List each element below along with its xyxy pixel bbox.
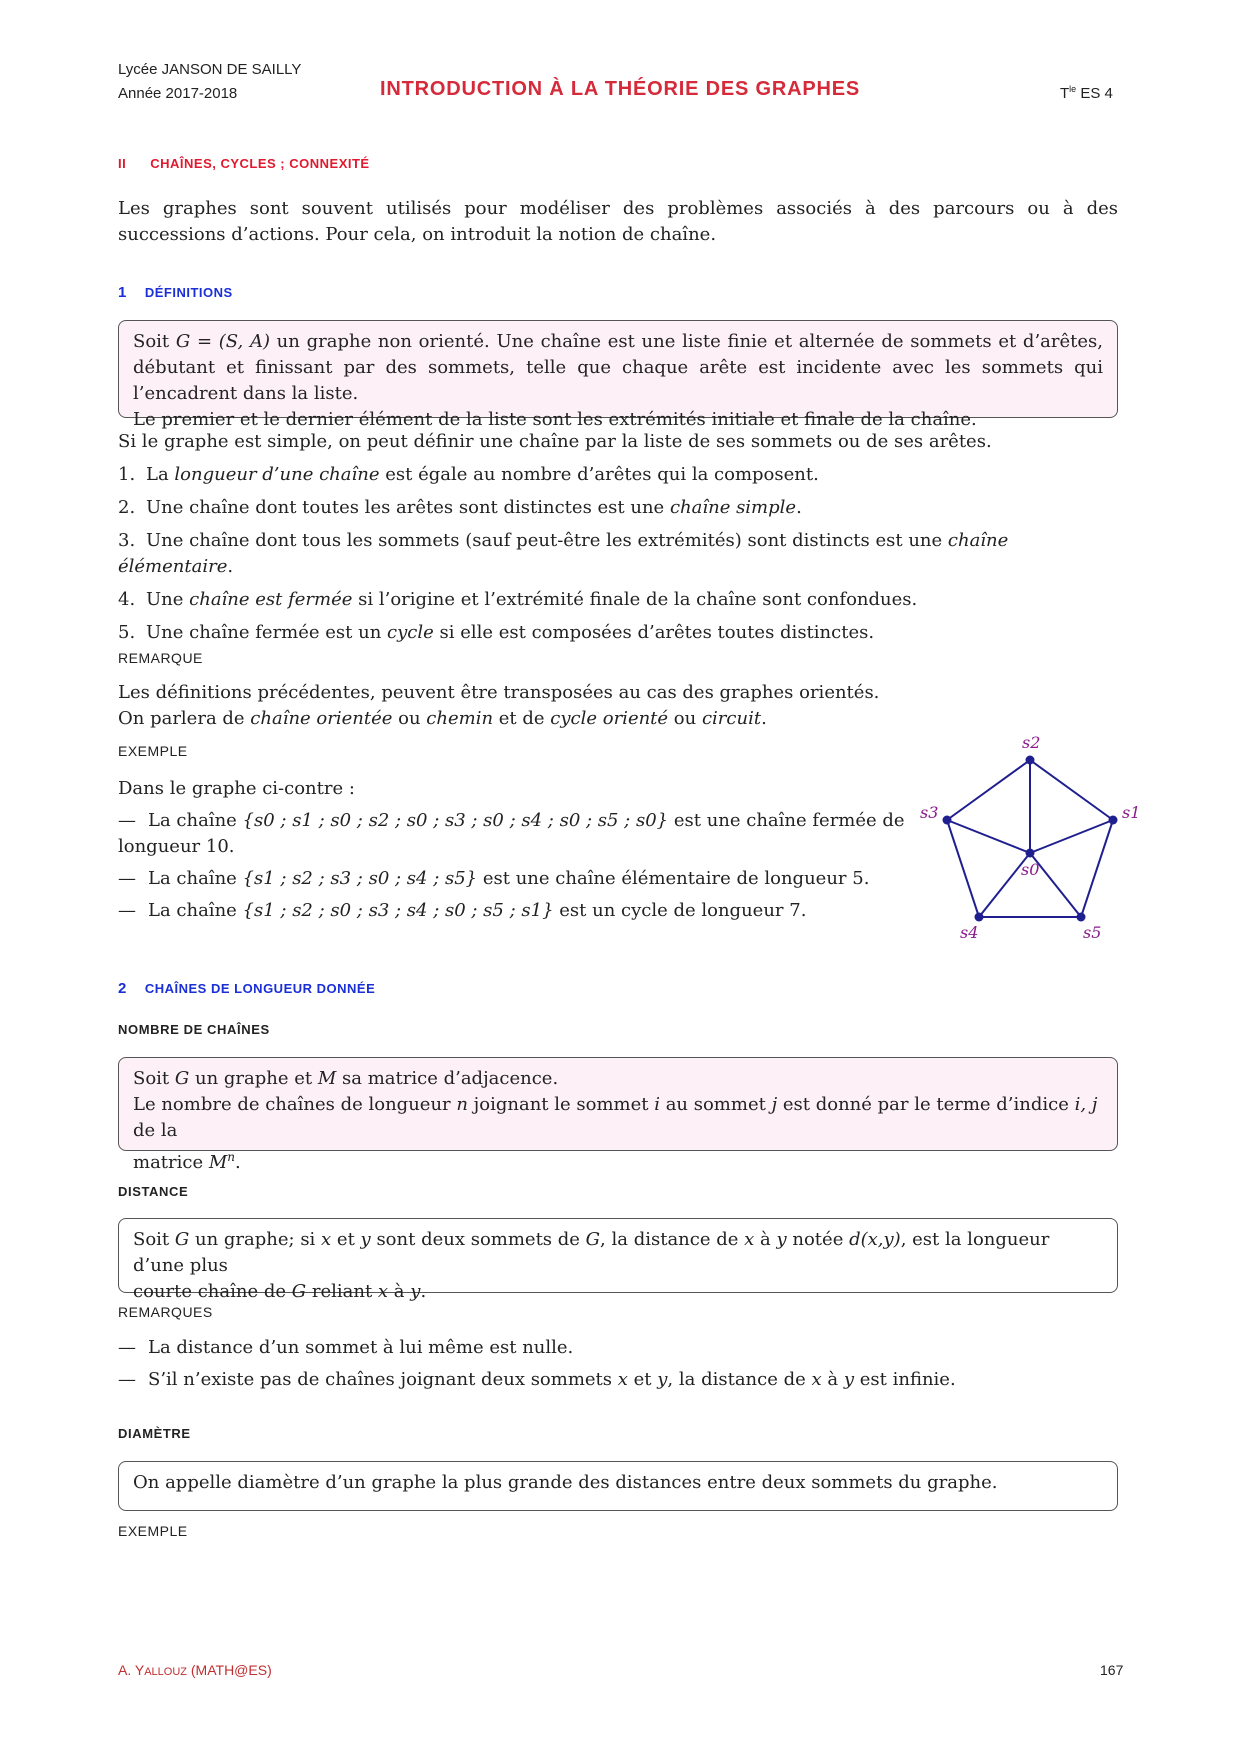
- diametre-label: DIAMÈTRE: [118, 1426, 191, 1441]
- definition-line2: Le premier et le dernier élément de la liste sont les extrémités initiale et finale de la chaîne.: [133, 409, 977, 430]
- list-item: 4. Une chaîne est fermée si l’origine et l’extrémité finale de la chaîne sont confondues.: [118, 589, 918, 610]
- edge-s4-s3: [947, 820, 979, 917]
- page-number: 167: [1100, 1662, 1124, 1678]
- simple-graph-note: Si le graphe est simple, on peut définir une chaîne par la liste de ses sommets ou de ses arêtes.: [118, 431, 992, 452]
- edge-s1-s5: [1081, 820, 1113, 917]
- definition-text: Soit G = (S, A) un graphe non orienté. Une chaîne est une liste finie et alternée de sommets et d’arêtes, débutant et finissant par des sommets, telle que chaque arête est incidente avec les sommets qui l’encadrent dans la liste.: [133, 331, 1103, 404]
- list-item: 3. Une chaîne dont tous les sommets (sauf peut-être les extrémités) sont distincts est une chaîne élémentaire.: [118, 530, 1009, 577]
- nombre-box: Soit G un graphe et M sa matrice d’adjacence. Le nombre de chaînes de longueur n joignant le sommet i au sommet j est donné par le terme d’indice i, j de la matrice $M^n$.: [118, 1057, 1118, 1151]
- edge-s3-s2: [947, 760, 1030, 820]
- node-s4: [975, 913, 984, 922]
- class-name: $T^{le}$ ES 4: [1060, 84, 1113, 102]
- list-item: 1. La longueur d’une chaîne est égale au nombre d’arêtes qui la composent.: [118, 464, 819, 485]
- node-s3: [943, 816, 952, 825]
- exemple-intro: Dans le graphe ci-contre :: [118, 778, 355, 799]
- exemple-list: [118, 808, 918, 924]
- node-s0: [1026, 849, 1035, 858]
- remarques-label: REMARQUES: [118, 1304, 213, 1320]
- label-s0: s0: [1021, 860, 1040, 879]
- graph-edges: [947, 760, 1113, 917]
- edge-s0-s1: [1030, 820, 1113, 853]
- list-item: 5. Une chaîne fermée est un cycle si elle est composées d’arêtes toutes distinctes.: [118, 622, 875, 643]
- exemple-item: — La chaîne {s0 ; s1 ; s0 ; s2 ; s0 ; s3 ; s0 ; s4 ; s0 ; s5 ; s0} est une chaîne fermée de longueur 10.: [118, 810, 905, 857]
- subsection-1-heading: 1 DÉFINITIONS: [118, 284, 233, 301]
- list-item: 2. Une chaîne dont toutes les arêtes sont distinctes est une chaîne simple.: [118, 497, 802, 518]
- distance-label: DISTANCE: [118, 1184, 189, 1199]
- intro-paragraph: Les graphes sont souvent utilisés pour modéliser des problèmes associés à des parcours ou à des successions d’actions. Pour cela, on introduit la notion de chaîne.: [118, 198, 1118, 245]
- node-s2: [1026, 756, 1035, 765]
- definition-box: [118, 320, 1118, 430]
- exemple2-label: EXEMPLE: [118, 1523, 188, 1539]
- node-s5: [1077, 913, 1086, 922]
- subsection-2-heading: 2 CHAÎNES DE LONGUEUR DONNÉE: [118, 980, 376, 997]
- remarque-text: Les définitions précédentes, peuvent être transposées au cas des graphes orientés. On parlera de chaîne orientée ou chemin et de cycle orienté ou circuit.: [118, 682, 880, 729]
- section-heading: II CHAÎNES, CYCLES ; CONNEXITÉ: [118, 156, 370, 171]
- nombre-label: NOMBRE DE CHAÎNES: [118, 1022, 270, 1037]
- remarque-item: — S’il n’existe pas de chaînes joignant deux sommets x et y, la distance de x à y est infinie.: [118, 1369, 956, 1390]
- header-left: [118, 58, 301, 106]
- edge-s0-s3: [947, 820, 1030, 853]
- exemple-item: — La chaîne {s1 ; s2 ; s3 ; s0 ; s4 ; s5} est une chaîne élémentaire de longueur 5.: [118, 868, 870, 889]
- label-s5: s5: [1083, 923, 1102, 942]
- school-year: Année 2017-2018: [118, 85, 238, 102]
- definitions-list: [118, 462, 1118, 646]
- node-s1: [1109, 816, 1118, 825]
- edge-s2-s1: [1030, 760, 1113, 820]
- label-s3: s3: [920, 803, 939, 822]
- label-s2: s2: [1022, 733, 1041, 752]
- remarques-list: [118, 1335, 1118, 1393]
- exemple-item: — La chaîne {s1 ; s2 ; s0 ; s3 ; s4 ; s0 ; s5 ; s1} est un cycle de longueur 7.: [118, 900, 807, 921]
- diametre-box: On appelle diamètre d’un graphe la plus grande des distances entre deux sommets du graphe.: [118, 1461, 1118, 1511]
- label-s1: s1: [1122, 803, 1141, 822]
- example-graph: [900, 725, 1160, 945]
- exemple-label: EXEMPLE: [118, 743, 188, 759]
- distance-box: Soit G un graphe; si x et y sont deux sommets de G, la distance de x à y notée d(x,y), est la longueur d’une plus courte chaîne de G reliant x à y.: [118, 1218, 1118, 1293]
- footer-author: A. YALLOUZ (MATH@ES): [118, 1662, 272, 1678]
- page-title: INTRODUCTION À LA THÉORIE DES GRAPHES: [380, 78, 860, 100]
- school-name: Lycée JANSON DE SAILLY: [118, 61, 302, 78]
- label-s4: s4: [960, 923, 979, 942]
- remarque-label: REMARQUE: [118, 650, 203, 666]
- remarque-item: — La distance d’un sommet à lui même est nulle.: [118, 1337, 574, 1358]
